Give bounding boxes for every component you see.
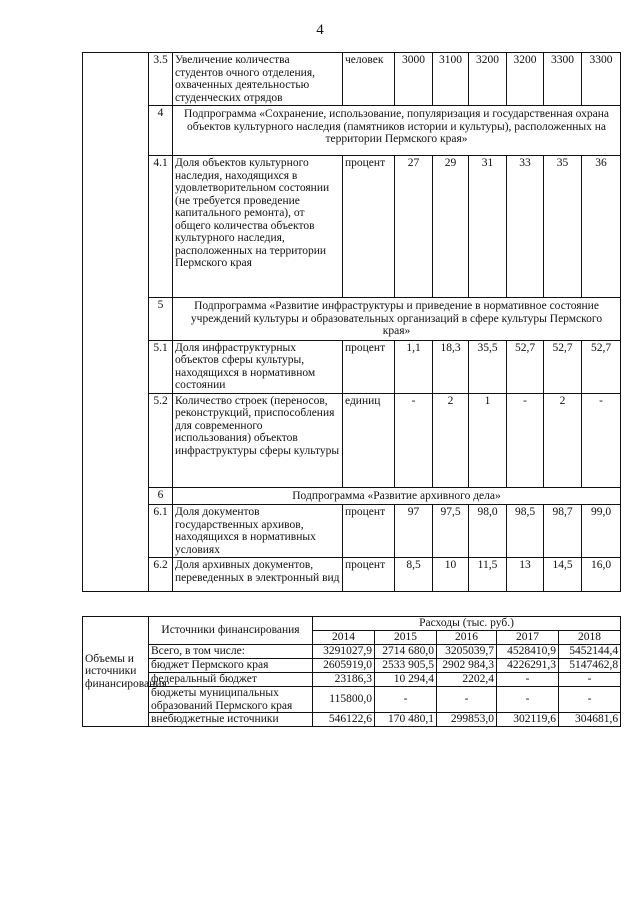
financing-value: 2533 905,5 <box>375 659 437 673</box>
indicator-unit: процент <box>343 558 395 592</box>
indicator-value: 97 <box>395 505 433 558</box>
indicator-value: 18,3 <box>433 340 469 393</box>
indicator-value: 52,7 <box>544 340 582 393</box>
year-header: 2018 <box>559 631 621 645</box>
row-number: 3.5 <box>149 53 173 106</box>
indicator-value: - <box>395 393 433 487</box>
expenses-header: Расходы (тыс. руб.) <box>313 617 621 631</box>
indicator-row <box>83 53 621 106</box>
indicator-value: 36 <box>582 156 621 298</box>
financing-row <box>83 687 621 713</box>
financing-value: 23186,3 <box>313 673 375 687</box>
indicator-value: 8,5 <box>395 558 433 592</box>
financing-value: - <box>437 687 497 713</box>
indicator-value: 14,5 <box>544 558 582 592</box>
financing-value: 302119,6 <box>497 713 559 727</box>
indicator-value: 11,5 <box>469 558 507 592</box>
indicator-unit: процент <box>343 505 395 558</box>
financing-value: 3205039,7 <box>437 645 497 659</box>
financing-table-body <box>83 617 621 727</box>
year-header: 2017 <box>497 631 559 645</box>
indicator-value: 35 <box>544 156 582 298</box>
left-margin-cell <box>83 487 149 505</box>
financing-value: 2902 984,3 <box>437 659 497 673</box>
indicator-value: 29 <box>433 156 469 298</box>
indicator-value: 52,7 <box>507 340 544 393</box>
indicator-name: Доля архивных документов, переведенных в электронный вид <box>173 558 343 592</box>
indicator-value: 3200 <box>469 53 507 106</box>
subprogram-row <box>83 298 621 341</box>
indicators-table-wrap <box>82 52 620 592</box>
row-number: 5 <box>149 298 173 341</box>
row-number: 6.2 <box>149 558 173 592</box>
subprogram-row <box>83 487 621 505</box>
financing-value: 3291027,9 <box>313 645 375 659</box>
indicator-name: Доля документов государственных архивов, находящихся в нормативных условиях <box>173 505 343 558</box>
financing-value: 2202,4 <box>437 673 497 687</box>
left-margin-cell <box>83 298 149 341</box>
indicator-name: Доля объектов культурного наследия, находящихся в удовлетворительном состоянии (не требуется проведение капитального ремонта), от общего количества объектов культурного наследия, расположенных на территории Пермского края <box>173 156 343 298</box>
indicator-value: 1,1 <box>395 340 433 393</box>
indicator-unit: единиц <box>343 393 395 487</box>
indicator-value: - <box>582 393 621 487</box>
indicator-value: 52,7 <box>582 340 621 393</box>
indicator-value: 98,0 <box>469 505 507 558</box>
indicator-value: 13 <box>507 558 544 592</box>
left-margin-cell <box>83 558 149 592</box>
subprogram-title: Подпрограмма «Развитие архивного дела» <box>173 487 621 505</box>
row-number: 4.1 <box>149 156 173 298</box>
financing-value: - <box>559 687 621 713</box>
year-header: 2015 <box>375 631 437 645</box>
financing-table-wrap <box>82 616 620 727</box>
financing-source: внебюджетные источники <box>149 713 313 727</box>
financing-source: федеральный бюджет <box>149 673 313 687</box>
indicator-value: - <box>507 393 544 487</box>
indicator-value: 2 <box>433 393 469 487</box>
financing-source: Всего, в том числе: <box>149 645 313 659</box>
indicator-value: 3300 <box>582 53 621 106</box>
left-margin-cell <box>83 106 149 156</box>
indicator-value: 98,5 <box>507 505 544 558</box>
row-number: 4 <box>149 106 173 156</box>
financing-value: - <box>497 687 559 713</box>
indicator-value: 99,0 <box>582 505 621 558</box>
financing-row <box>83 713 621 727</box>
indicator-row <box>83 156 621 298</box>
indicator-value: 16,0 <box>582 558 621 592</box>
financing-label: Объемы и источники финансирования <box>83 617 149 727</box>
financing-value: 170 480,1 <box>375 713 437 727</box>
indicator-name: Доля инфраструктурных объектов сферы культуры, находящихся в нормативном состоянии <box>173 340 343 393</box>
subprogram-title: Подпрограмма «Развитие инфраструктуры и приведение в нормативное состояние учреждений культуры и образовательных организаций в сфере культуры Пермского края» <box>173 298 621 341</box>
financing-row <box>83 673 621 687</box>
financing-value: 10 294,4 <box>375 673 437 687</box>
indicator-value: 33 <box>507 156 544 298</box>
left-margin-cell <box>83 53 149 106</box>
indicator-value: 3100 <box>433 53 469 106</box>
financing-value: 5147462,8 <box>559 659 621 673</box>
indicator-value: 31 <box>469 156 507 298</box>
indicator-value: 3300 <box>544 53 582 106</box>
indicator-unit: процент <box>343 156 395 298</box>
financing-source: бюджет Пермского края <box>149 659 313 673</box>
financing-value: 546122,6 <box>313 713 375 727</box>
subprogram-title: Подпрограмма «Сохранение, использование, популяризация и государственная охрана объектов культурного наследия (памятников истории и культуры), расположенных на территории Пермского края» <box>173 106 621 156</box>
indicator-value: 98,7 <box>544 505 582 558</box>
financing-value: - <box>497 673 559 687</box>
indicator-value: 10 <box>433 558 469 592</box>
financing-value: 4528410,9 <box>497 645 559 659</box>
indicators-table-body <box>83 53 621 592</box>
year-header: 2016 <box>437 631 497 645</box>
indicator-value: 3200 <box>507 53 544 106</box>
left-margin-cell <box>83 505 149 558</box>
indicator-value: 3000 <box>395 53 433 106</box>
financing-value: 4226291,3 <box>497 659 559 673</box>
indicator-unit: процент <box>343 340 395 393</box>
financing-value: 304681,6 <box>559 713 621 727</box>
row-number: 6 <box>149 487 173 505</box>
indicator-name: Увеличение количества студентов очного отделения, охваченных деятельностью студенческих отрядов <box>173 53 343 106</box>
indicator-unit: человек <box>343 53 395 106</box>
sources-header: Источники финансирования <box>149 617 313 645</box>
indicator-row <box>83 340 621 393</box>
financing-row <box>83 659 621 673</box>
year-header: 2014 <box>313 631 375 645</box>
indicator-row <box>83 558 621 592</box>
indicator-value: 35,5 <box>469 340 507 393</box>
indicators-table <box>82 52 621 592</box>
financing-value: - <box>375 687 437 713</box>
left-margin-cell <box>83 156 149 298</box>
financing-value: 2714 680,0 <box>375 645 437 659</box>
row-number: 6.1 <box>149 505 173 558</box>
financing-value: 5452144,4 <box>559 645 621 659</box>
indicator-row <box>83 393 621 487</box>
indicator-value: 97,5 <box>433 505 469 558</box>
indicator-value: 1 <box>469 393 507 487</box>
financing-value: 2605919,0 <box>313 659 375 673</box>
financing-source: бюджеты муниципальных образований Пермского края <box>149 687 313 713</box>
financing-value: - <box>559 673 621 687</box>
row-number: 5.1 <box>149 340 173 393</box>
indicator-name: Количество строек (переносов, реконструкций, приспособления для современного использования) объектов инфраструктуры сферы культуры <box>173 393 343 487</box>
financing-value: 299853,0 <box>437 713 497 727</box>
page-number: 4 <box>316 22 324 38</box>
subprogram-row <box>83 106 621 156</box>
left-margin-cell <box>83 393 149 487</box>
indicator-row <box>83 505 621 558</box>
left-margin-cell <box>83 340 149 393</box>
indicator-value: 27 <box>395 156 433 298</box>
row-number: 5.2 <box>149 393 173 487</box>
financing-row <box>83 645 621 659</box>
financing-table <box>82 616 621 727</box>
indicator-value: 2 <box>544 393 582 487</box>
financing-value: 115800,0 <box>313 687 375 713</box>
